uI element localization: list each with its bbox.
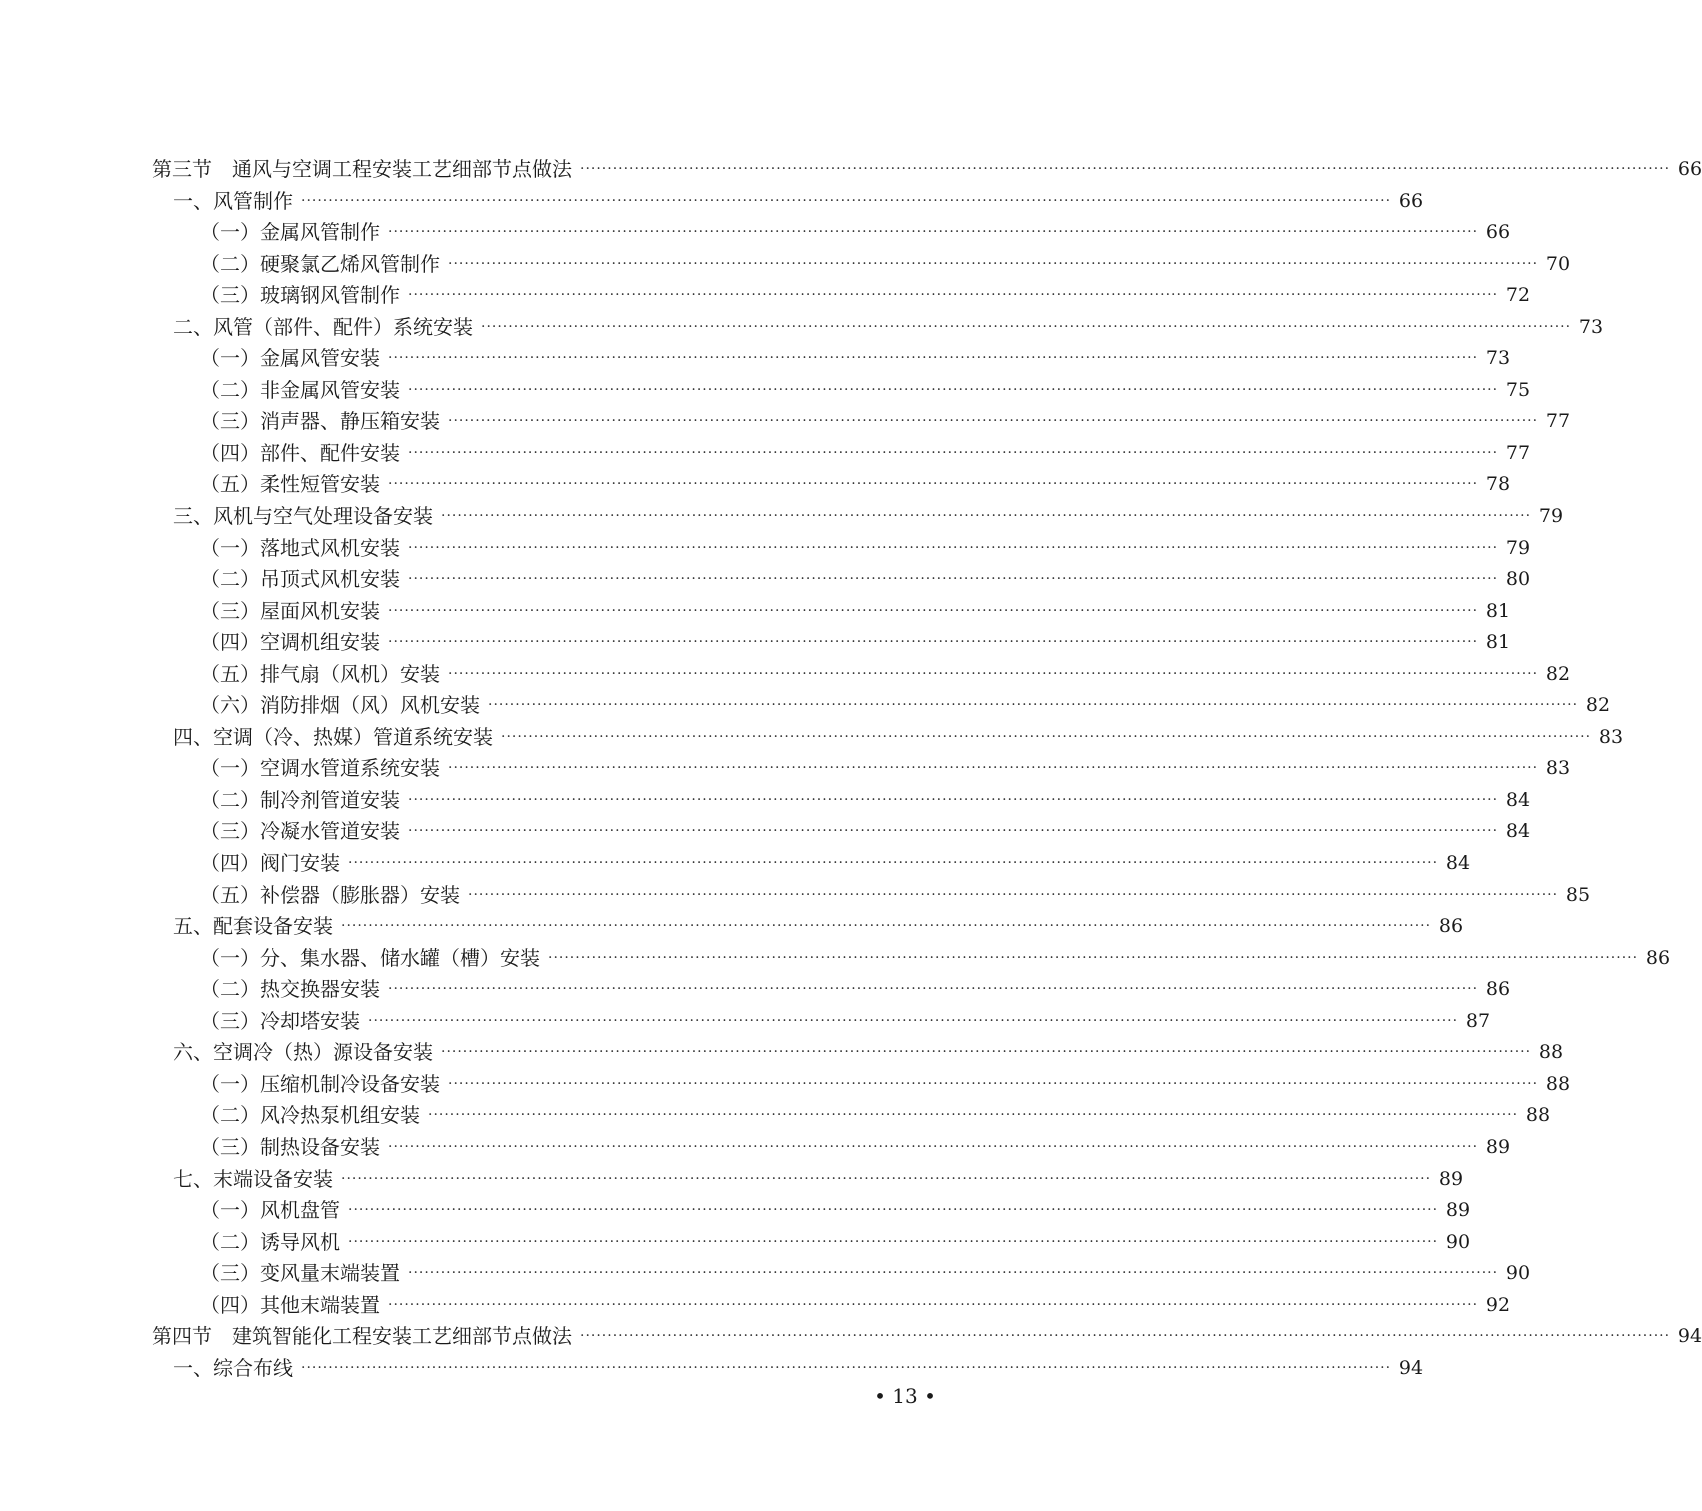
toc-entry-label: （五）排气扇（风机）安装 xyxy=(200,661,440,686)
toc-entry xyxy=(0,186,1424,218)
toc-entry-page: 79 xyxy=(1505,536,1531,559)
dot-leader: ········································································································································································································ xyxy=(580,1328,1671,1345)
toc-entry-label: 三、风机与空气处理设备安装 xyxy=(173,504,433,529)
toc-entry-page: 88 xyxy=(1538,1041,1564,1064)
toc-entry-page: 85 xyxy=(1565,883,1591,906)
toc-entry xyxy=(0,1290,1511,1322)
toc-entry-label: （三）冷凝水管道安装 xyxy=(200,819,400,844)
toc-entry-label: （三）消声器、静压箱安装 xyxy=(200,409,440,434)
toc-entry-page: 84 xyxy=(1445,852,1471,875)
toc-entry-label: （一）金属风管安装 xyxy=(200,346,380,371)
toc-entry-label: 第四节 建筑智能化工程安装工艺细部节点做法 xyxy=(152,1324,572,1349)
toc-entry xyxy=(0,690,1611,722)
dot-leader: ········································································································································································································ xyxy=(548,949,1639,966)
toc-entry xyxy=(0,501,1564,533)
toc-entry xyxy=(0,627,1511,659)
dot-leader: ········································································································································································································ xyxy=(388,1138,1479,1155)
toc-entry xyxy=(0,974,1511,1006)
toc-entry xyxy=(0,375,1531,407)
toc-entry xyxy=(0,1069,1571,1101)
toc-entry-label: （三）冷却塔安装 xyxy=(200,1008,360,1033)
toc-entry-label: （三）玻璃钢风管制作 xyxy=(200,283,400,308)
dot-leader: ········································································································································································································ xyxy=(428,1107,1519,1124)
page-number-value: 13 xyxy=(892,1384,918,1408)
toc-entry xyxy=(0,1037,1564,1069)
dot-leader: ········································································································································································································ xyxy=(408,1265,1499,1282)
toc-entry xyxy=(0,1164,1464,1196)
dot-leader: ········································································································································································································ xyxy=(388,224,1479,241)
dot-leader: ········································································································································································································ xyxy=(448,413,1539,430)
dot-leader: ········································································································································································································ xyxy=(408,791,1499,808)
toc-entry-page: 81 xyxy=(1485,599,1511,622)
toc-entry-page: 73 xyxy=(1485,347,1511,370)
dot-leader: ········································································································································································································ xyxy=(408,823,1499,840)
toc-entry-page: 70 xyxy=(1545,252,1571,275)
dot-leader: ········································································································································································································ xyxy=(348,1202,1439,1219)
toc-entry xyxy=(0,564,1531,596)
toc-entry-label: 四、空调（冷、热媒）管道系统安装 xyxy=(173,724,493,749)
toc-entry-label: （一）风机盘管 xyxy=(200,1198,340,1223)
toc-entry-page: 82 xyxy=(1585,694,1611,717)
toc-entry xyxy=(0,249,1571,281)
toc-entry-label: （一）落地式风机安装 xyxy=(200,535,400,560)
toc-entry-label: （一）金属风管制作 xyxy=(200,220,380,245)
dot-leader: ········································································································································································································ xyxy=(501,728,1592,745)
toc-entry xyxy=(0,659,1571,691)
toc-entry-label: （二）制冷剂管道安装 xyxy=(200,787,400,812)
toc-entry xyxy=(0,1195,1471,1227)
toc-entry-page: 82 xyxy=(1545,662,1571,685)
dot-leader: ········································································································································································································ xyxy=(448,760,1539,777)
toc-entry-label: （一）空调水管道系统安装 xyxy=(200,756,440,781)
toc-entry-page: 66 xyxy=(1677,158,1702,180)
table-of-contents xyxy=(0,154,1702,1384)
toc-entry-label: （四）部件、配件安装 xyxy=(200,440,400,465)
toc-entry-label: 二、风管（部件、配件）系统安装 xyxy=(173,314,473,339)
toc-entry-label: （三）变风量末端装置 xyxy=(200,1261,400,1286)
toc-entry xyxy=(0,816,1531,848)
toc-entry xyxy=(0,880,1591,912)
toc-entry xyxy=(0,1132,1511,1164)
toc-entry-page: 86 xyxy=(1438,915,1464,938)
dot-leader: ········································································································································································································ xyxy=(448,1075,1539,1092)
toc-entry-label: 六、空调冷（热）源设备安装 xyxy=(173,1040,433,1065)
dot-leader: ········································································································································································································ xyxy=(368,1012,1459,1029)
toc-entry xyxy=(0,154,1702,186)
toc-entry-page: 88 xyxy=(1545,1072,1571,1095)
toc-entry-page: 73 xyxy=(1578,315,1604,338)
toc-entry xyxy=(0,1227,1471,1259)
toc-entry-label: （一）压缩机制冷设备安装 xyxy=(200,1071,440,1096)
dot-leader: ········································································································································································································ xyxy=(388,634,1479,651)
toc-entry xyxy=(0,1321,1702,1353)
toc-entry-label: （三）屋面风机安装 xyxy=(200,598,380,623)
dot-leader: ········································································································································································································ xyxy=(408,571,1499,588)
toc-entry-label: 五、配套设备安装 xyxy=(173,914,333,939)
toc-entry-page: 77 xyxy=(1505,441,1531,464)
toc-entry xyxy=(0,1258,1531,1290)
dot-leader: ········································································································································································································ xyxy=(408,287,1499,304)
toc-entry-page: 77 xyxy=(1545,410,1571,433)
toc-entry-label: （六）消防排烟（风）风机安装 xyxy=(200,693,480,718)
dot-leader: ········································································································································································································ xyxy=(408,539,1499,556)
toc-entry-page: 89 xyxy=(1485,1135,1511,1158)
toc-entry-page: 87 xyxy=(1465,1009,1491,1032)
dot-leader: ········································································································································································································ xyxy=(301,192,1392,209)
toc-entry-label: （五）柔性短管安装 xyxy=(200,472,380,497)
toc-entry-page: 80 xyxy=(1505,568,1531,591)
dot-leader: ········································································································································································································ xyxy=(441,1044,1532,1061)
toc-entry-page: 89 xyxy=(1438,1167,1464,1190)
toc-entry-label: （二）非金属风管安装 xyxy=(200,377,400,402)
toc-entry xyxy=(0,753,1571,785)
toc-entry xyxy=(0,1100,1551,1132)
toc-entry-page: 90 xyxy=(1505,1262,1531,1285)
dot-leader: ········································································································································································································ xyxy=(341,1170,1432,1187)
toc-entry xyxy=(0,1006,1491,1038)
toc-entry-page: 90 xyxy=(1445,1230,1471,1253)
toc-entry-label: （二）热交换器安装 xyxy=(200,977,380,1002)
toc-entry xyxy=(0,217,1511,249)
dot-leader: ········································································································································································································ xyxy=(408,444,1499,461)
dot-leader: ········································································································································································································ xyxy=(441,508,1532,525)
toc-entry xyxy=(0,848,1471,880)
toc-entry-page: 81 xyxy=(1485,631,1511,654)
toc-entry-page: 84 xyxy=(1505,788,1531,811)
toc-entry xyxy=(0,1353,1424,1385)
dot-leader: ········································································································································································································ xyxy=(388,350,1479,367)
toc-entry-page: 66 xyxy=(1398,189,1424,212)
toc-entry-page: 66 xyxy=(1485,221,1511,244)
toc-entry xyxy=(0,343,1511,375)
toc-entry xyxy=(0,596,1511,628)
toc-entry xyxy=(0,469,1511,501)
toc-entry-label: （三）制热设备安装 xyxy=(200,1134,380,1159)
page-number: • 13 • xyxy=(874,1384,936,1408)
toc-entry-page: 88 xyxy=(1525,1104,1551,1127)
toc-entry-label: 一、综合布线 xyxy=(173,1355,293,1380)
toc-entry-label: （四）其他末端装置 xyxy=(200,1292,380,1317)
toc-entry-label: （五）补偿器（膨胀器）安装 xyxy=(200,882,460,907)
dot-leader: ········································································································································································································ xyxy=(388,602,1479,619)
toc-entry-label: 一、风管制作 xyxy=(173,188,293,213)
toc-entry xyxy=(0,911,1464,943)
toc-entry xyxy=(0,406,1571,438)
toc-entry-page: 79 xyxy=(1538,505,1564,528)
toc-entry-page: 89 xyxy=(1445,1199,1471,1222)
toc-entry-label: （二）吊顶式风机安装 xyxy=(200,567,400,592)
toc-entry-page: 72 xyxy=(1505,284,1531,307)
dot-leader: ········································································································································································································ xyxy=(408,381,1499,398)
toc-entry xyxy=(0,943,1671,975)
toc-entry-page: 94 xyxy=(1677,1325,1702,1348)
dot-leader: ········································································································································································································ xyxy=(448,255,1539,272)
toc-entry xyxy=(0,280,1531,312)
dot-leader: ········································································································································································································ xyxy=(341,918,1432,935)
toc-entry-page: 78 xyxy=(1485,473,1511,496)
dot-leader: ········································································································································································································ xyxy=(301,1359,1392,1376)
toc-entry-label: （四）阀门安装 xyxy=(200,851,340,876)
dot-leader: ········································································································································································································ xyxy=(468,886,1559,903)
dot-leader: ········································································································································································································ xyxy=(488,697,1579,714)
toc-entry-page: 86 xyxy=(1485,978,1511,1001)
dot-leader: ········································································································································································································ xyxy=(388,1296,1479,1313)
toc-entry-page: 94 xyxy=(1398,1356,1424,1379)
toc-entry xyxy=(0,533,1531,565)
toc-entry-page: 92 xyxy=(1485,1293,1511,1316)
toc-entry-page: 84 xyxy=(1505,820,1531,843)
toc-entry xyxy=(0,722,1624,754)
dot-leader: ········································································································································································································ xyxy=(388,981,1479,998)
dot-leader: ········································································································································································································ xyxy=(388,476,1479,493)
toc-entry xyxy=(0,785,1531,817)
toc-entry-label: （一）分、集水器、储水罐（槽）安装 xyxy=(200,945,540,970)
toc-entry-page: 83 xyxy=(1545,757,1571,780)
dot-leader: ········································································································································································································ xyxy=(481,318,1572,335)
toc-entry-page: 86 xyxy=(1645,946,1671,969)
toc-entry xyxy=(0,312,1604,344)
toc-entry-label: （二）硬聚氯乙烯风管制作 xyxy=(200,251,440,276)
toc-entry-label: 七、末端设备安装 xyxy=(173,1166,333,1191)
dot-leader: ········································································································································································································ xyxy=(448,665,1539,682)
toc-entry-page: 83 xyxy=(1598,725,1624,748)
dot-leader: ········································································································································································································ xyxy=(348,855,1439,872)
dot-leader: ········································································································································································································ xyxy=(348,1233,1439,1250)
toc-entry-label: （二）诱导风机 xyxy=(200,1229,340,1254)
toc-entry-label: （二）风冷热泵机组安装 xyxy=(200,1103,420,1128)
toc-entry xyxy=(0,438,1531,470)
dot-leader: ········································································································································································································ xyxy=(580,161,1671,177)
toc-entry-label: 第三节 通风与空调工程安装工艺细部节点做法 xyxy=(152,157,572,181)
toc-entry-page: 75 xyxy=(1505,378,1531,401)
toc-entry-label: （四）空调机组安装 xyxy=(200,630,380,655)
